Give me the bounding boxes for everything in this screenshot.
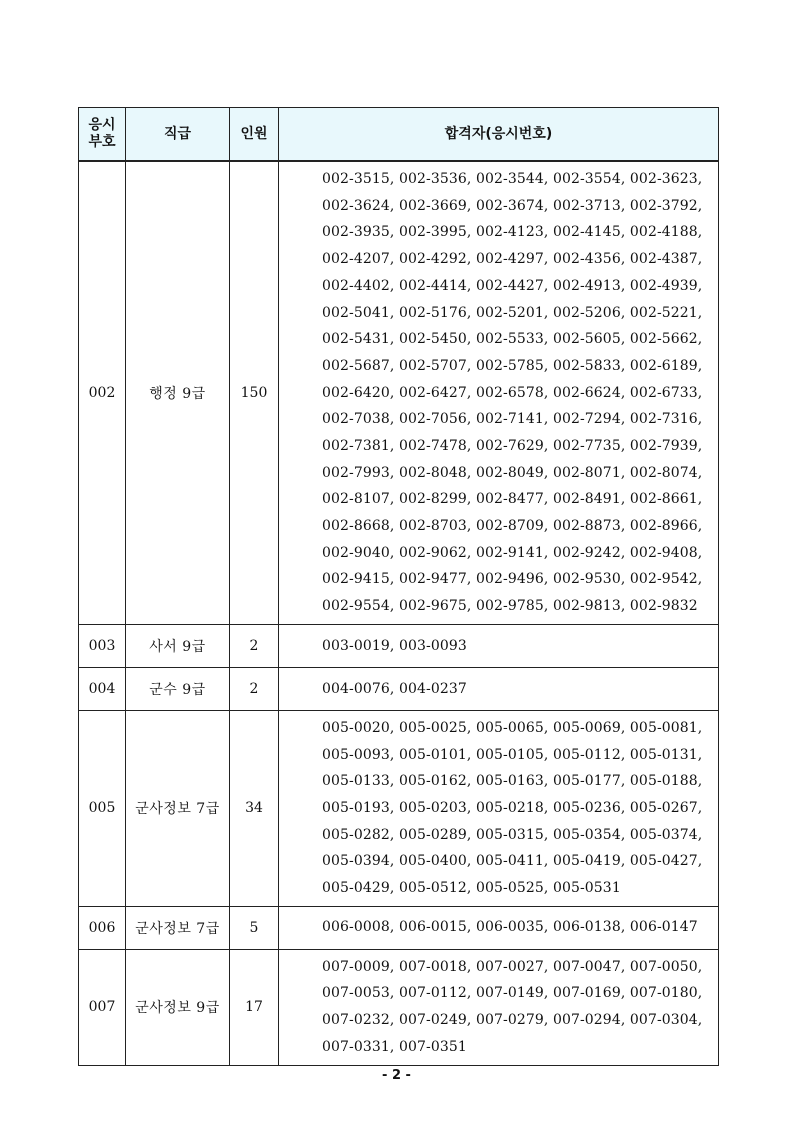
passer-numbers-cell (279, 667, 719, 710)
exam-code-cell: 003 (79, 624, 126, 667)
grade-cell: 군수 9급 (126, 667, 230, 710)
passer-numbers-line: 002-9040, 002-9062, 002-9141, 002-9242, 002-9408, (322, 544, 703, 561)
passer-numbers-line: 002-3935, 002-3995, 002-4123, 002-4145, 002-4188, (322, 224, 703, 241)
passer-numbers-line: 002-8668, 002-8703, 002-8709, 002-8873, 002-8966, (322, 518, 703, 535)
passer-numbers-line: 002-6420, 002-6427, 002-6578, 002-6624, 002-6733, (322, 384, 703, 401)
exam-code-cell: 004 (79, 667, 126, 710)
passer-numbers-line: 007-0053, 007-0112, 007-0149, 007-0169, 007-0180, (322, 985, 703, 1002)
table-row (79, 667, 719, 710)
header-grade: 직급 (126, 108, 230, 162)
table-row (79, 161, 719, 624)
grade-cell: 군사정보 7급 (126, 906, 230, 949)
passer-numbers-line: 005-0020, 005-0025, 005-0065, 005-0069, 005-0081, (322, 719, 703, 736)
exam-code-cell: 005 (79, 710, 126, 906)
passer-numbers-line: 002-7993, 002-8048, 002-8049, 002-8071, 002-8074, (322, 464, 703, 481)
count-cell: 2 (230, 624, 279, 667)
count-cell: 17 (230, 949, 279, 1065)
header-code (79, 108, 126, 162)
passer-numbers-line: 005-0193, 005-0203, 005-0218, 005-0236, 005-0267, (322, 799, 703, 816)
passer-numbers-line: 007-0009, 007-0018, 007-0027, 007-0047, 007-0050, (322, 958, 703, 975)
passer-numbers-cell (279, 949, 719, 1065)
table-row (79, 906, 719, 949)
passer-numbers-line: 005-0093, 005-0101, 005-0105, 005-0112, 005-0131, (322, 746, 703, 763)
passer-numbers-line: 005-0429, 005-0512, 005-0525, 005-0531 (322, 880, 621, 897)
passer-numbers-line: 002-9415, 002-9477, 002-9496, 002-9530, 002-9542, (322, 571, 703, 588)
passer-numbers-line: 003-0019, 003-0093 (322, 637, 467, 654)
grade-cell: 군사정보 9급 (126, 949, 230, 1065)
table-row (79, 624, 719, 667)
header-code-line1: 응시 (88, 117, 116, 133)
results-table (78, 107, 719, 1066)
passer-numbers-line: 006-0008, 006-0015, 006-0035, 006-0138, 006-0147 (322, 919, 698, 936)
table-row (79, 710, 719, 906)
exam-code-cell: 006 (79, 906, 126, 949)
count-cell: 5 (230, 906, 279, 949)
passer-numbers-line: 002-3624, 002-3669, 002-3674, 002-3713, 002-3792, (322, 197, 703, 214)
passer-numbers-line: 002-4207, 002-4292, 002-4297, 002-4356, 002-4387, (322, 251, 703, 268)
passer-numbers-line: 002-7038, 002-7056, 002-7141, 002-7294, 002-7316, (322, 411, 703, 428)
passer-numbers-line: 002-3515, 002-3536, 002-3544, 002-3554, 002-3623, (322, 171, 703, 188)
grade-cell: 사서 9급 (126, 624, 230, 667)
count-cell: 2 (230, 667, 279, 710)
passer-numbers-line: 002-9554, 002-9675, 002-9785, 002-9813, 002-9832 (322, 598, 698, 615)
exam-code-cell: 002 (79, 161, 126, 624)
passer-numbers-cell (279, 161, 719, 624)
passer-numbers-line: 005-0394, 005-0400, 005-0411, 005-0419, 005-0427, (322, 853, 703, 870)
header-count: 인원 (230, 108, 279, 162)
header-row (79, 108, 719, 162)
count-cell: 34 (230, 710, 279, 906)
passer-numbers-line: 002-8107, 002-8299, 002-8477, 002-8491, 002-8661, (322, 491, 703, 508)
passer-numbers-cell (279, 624, 719, 667)
passer-numbers-line: 007-0232, 007-0249, 007-0279, 007-0294, 007-0304, (322, 1012, 703, 1029)
passer-numbers-line: 002-7381, 002-7478, 002-7629, 002-7735, 002-7939, (322, 437, 703, 454)
passer-numbers-cell (279, 710, 719, 906)
grade-cell: 군사정보 7급 (126, 710, 230, 906)
passer-numbers-line: 002-5687, 002-5707, 002-5785, 002-5833, 002-6189, (322, 357, 703, 374)
passer-numbers-line: 007-0331, 007-0351 (322, 1038, 467, 1055)
passer-numbers-line: 002-4402, 002-4414, 002-4427, 002-4913, 002-4939, (322, 277, 703, 294)
passer-numbers-line: 004-0076, 004-0237 (322, 680, 467, 697)
page-number: - 2 - (382, 1068, 411, 1083)
header-code-line2: 부호 (88, 134, 116, 150)
passer-numbers-line: 002-5041, 002-5176, 002-5201, 002-5206, 002-5221, (322, 304, 703, 321)
passer-numbers-cell (279, 906, 719, 949)
exam-code-cell: 007 (79, 949, 126, 1065)
passer-numbers-line: 005-0133, 005-0162, 005-0163, 005-0177, 005-0188, (322, 773, 703, 790)
count-cell: 150 (230, 161, 279, 624)
table-row (79, 949, 719, 1065)
passer-numbers-line: 005-0282, 005-0289, 005-0315, 005-0354, 005-0374, (322, 826, 703, 843)
passer-numbers-line: 002-5431, 002-5450, 002-5533, 002-5605, 002-5662, (322, 331, 703, 348)
grade-cell: 행정 9급 (126, 161, 230, 624)
header-results: 합격자(응시번호) (279, 108, 719, 162)
